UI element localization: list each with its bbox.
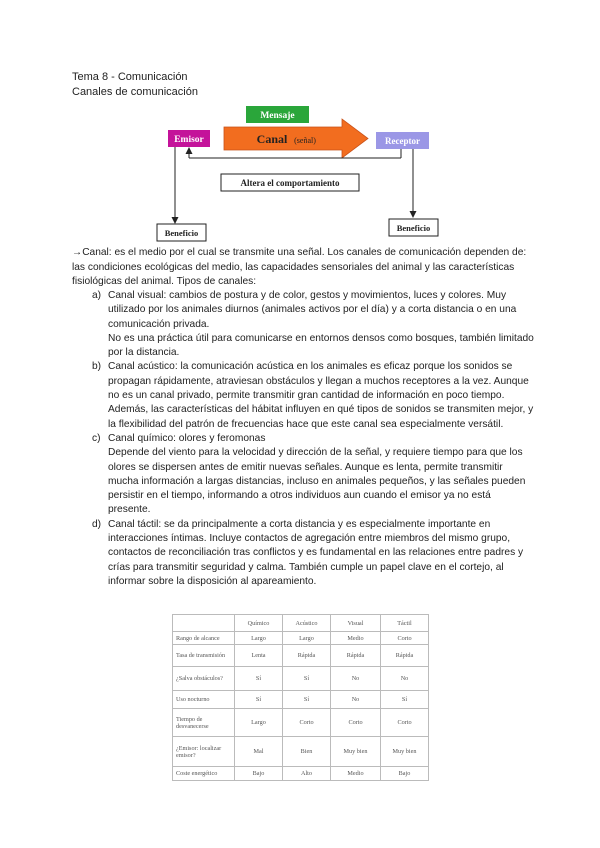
table-cell: Largo (235, 709, 283, 737)
table-row (173, 632, 429, 645)
document-header (72, 70, 198, 100)
table-cell: Rápida (331, 645, 381, 667)
list-marker: d) (92, 518, 102, 530)
table-cell: No (331, 667, 381, 691)
channel-comparison-table (172, 614, 429, 781)
communication-diagram (0, 100, 600, 245)
list-item-text: No es una práctica útil para comunicarse en entornos densos como bosques, también limitado por la distancia. (108, 332, 534, 359)
table-header-cell: Químico (235, 615, 283, 632)
list-item-text: Canal visual: cambios de postura y de color, gestos y movimientos, luces y colores. Muy utilizado por los animales diurnos (animales activos por el día) y a corta distancia o en una comunicación privada. (108, 290, 517, 330)
table-header-cell: Táctil (381, 615, 429, 632)
table-cell: Rápida (381, 645, 429, 667)
right-beneficio-arrowhead (410, 211, 417, 218)
table-cell: Alto (283, 767, 331, 781)
table-row-label: Coste energético (173, 767, 235, 781)
table-row-label: Tiempo de desvanecerse (173, 709, 235, 737)
table-cell: Corto (331, 709, 381, 737)
table-row-label: Rango de alcance (173, 632, 235, 645)
topic-title: Tema 8 - Comunicación (72, 71, 188, 83)
table-cell: Corto (381, 709, 429, 737)
list-marker: a) (92, 290, 102, 301)
emisor-label: Emisor (174, 135, 204, 145)
table-cell: Bajo (235, 767, 283, 781)
beneficio-left-label: Beneficio (164, 228, 199, 238)
table-cell: Muy bien (331, 737, 381, 767)
table-cell: Sí (235, 691, 283, 709)
table-row (173, 667, 429, 691)
table-cell: Corto (381, 632, 429, 645)
table-cell: Largo (235, 632, 283, 645)
list-item-quimico (72, 432, 534, 518)
list-item-text: Depende del viento para la velocidad y dirección de la señal, y requiere tiempo para que los olores se dispersen antes de emitir nuevas señales. Aunque es lenta, permite transmitir mucha información a largas distancias, incluso en animales pequeños, y las señales pueden persistir en el tiempo, informando a otros individuos aun cuando el emisor ya no está presente. (108, 447, 526, 516)
mensaje-label: Mensaje (260, 111, 295, 121)
table-cell: Sí (283, 691, 331, 709)
table-cell: Bajo (381, 767, 429, 781)
table-header-row (173, 615, 429, 632)
table-cell: Medio (331, 632, 381, 645)
table-row (173, 767, 429, 781)
feedback-arrowhead (186, 147, 193, 154)
altera-label: Altera el comportamiento (240, 178, 340, 188)
table-cell: No (381, 667, 429, 691)
table-header-cell: Visual (331, 615, 381, 632)
table-cell: Muy bien (381, 737, 429, 767)
list-item-tactil (72, 518, 534, 589)
list-marker: c) (92, 432, 101, 444)
table-cell: Sí (235, 667, 283, 691)
list-item-text: Canal táctil: se da principalmente a corta distancia y es especialmente importante en interacciones íntimas. Incluye contactos de agregación entre miembros del mismo grupo, contactos de reconciliación tras conflictos y es fundamental en las relaciones entre padres y crías para transmitir seguridad y calma. También cumple un papel clave en el cortejo, al informar sobre la disposición al apareamiento. (108, 518, 524, 587)
section-title: Canales de comunicación (72, 86, 198, 98)
table-cell: Bien (283, 737, 331, 767)
table-cell: Lenta (235, 645, 283, 667)
intro-paragraph: →Canal: es el medio por el cual se transmite una señal. Los canales de comunicación dependen de: las condiciones ecológicas del medio, las capacidades sensoriales del animal y las características fisiológicas del animal. Tipos de canales: (72, 247, 527, 288)
table-row (173, 737, 429, 767)
table-row-label: ¿Salva obstáculos? (173, 667, 235, 691)
table-row-label: ¿Emisor: localizar emisor? (173, 737, 235, 767)
senal-label: (señal) (294, 136, 316, 145)
beneficio-right-label: Beneficio (396, 223, 431, 233)
table-row-label: Tasa de transmisión (173, 645, 235, 667)
receptor-label: Receptor (385, 136, 420, 146)
list-item-text: Canal acústico: la comunicación acústica en los animales es eficaz porque los sonidos se propagan rápidamente, atraviesan obstáculos y llegan a muchos receptores a la vez. Aunque no es un canal privado, permite transmitir gran cantidad de información en poco tiempo. Además, las características del hábitat influyen en qué tipos de sonidos se transmiten mejor, y la flexibilidad del patrón de frecuencias hace que este canal sea especialmente versátil. (108, 361, 534, 430)
list-item-text: Canal químico: olores y feromonas (108, 432, 266, 444)
table-cell: Medio (331, 767, 381, 781)
table-header-cell (173, 615, 235, 632)
table-row (173, 691, 429, 709)
table-cell: Corto (283, 709, 331, 737)
table-cell: Sí (381, 691, 429, 709)
channel-list (72, 289, 534, 589)
table-cell: Largo (283, 632, 331, 645)
list-item-visual (72, 289, 534, 360)
table-cell: Rápida (283, 645, 331, 667)
table-cell: Mal (235, 737, 283, 767)
table-cell: No (331, 691, 381, 709)
canal-label: Canal (256, 132, 288, 146)
table-row-label: Uso nocturno (173, 691, 235, 709)
list-item-acustico (72, 360, 534, 431)
left-beneficio-arrowhead (172, 217, 179, 224)
table-row (173, 645, 429, 667)
table-row (173, 709, 429, 737)
list-marker: b) (92, 361, 102, 373)
table-cell: Sí (283, 667, 331, 691)
table-header-cell: Acústico (283, 615, 331, 632)
